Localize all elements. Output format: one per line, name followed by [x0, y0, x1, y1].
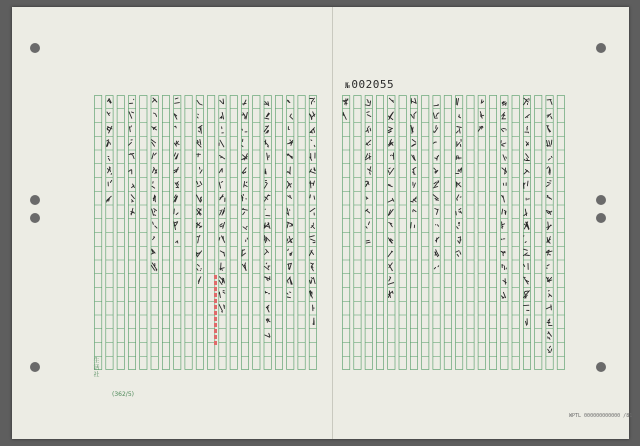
handwritten-glyph: [311, 263, 314, 271]
handwritten-glyph: [220, 251, 224, 256]
binder-hole: [596, 195, 606, 205]
handwritten-glyph: [242, 263, 246, 270]
handwritten-glyph: [246, 238, 248, 242]
handwritten-glyph: [266, 305, 269, 312]
handwritten-glyph: [434, 168, 438, 173]
handwritten-glyph: [456, 127, 461, 134]
handwritten-glyph: [129, 126, 131, 132]
handwritten-glyph: [242, 194, 247, 201]
handwritten-glyph: [220, 263, 224, 270]
handwritten-glyph: [546, 250, 552, 255]
handwritten-glyph: [456, 168, 462, 174]
handwritten-glyph: [503, 155, 506, 161]
handwritten-glyph: [219, 277, 225, 285]
handwritten-glyph: [287, 208, 290, 215]
handwritten-glyph: [197, 114, 198, 118]
handwritten-glyph: [389, 263, 393, 271]
handwritten-glyph: [174, 195, 178, 202]
handwritten-glyph: [546, 305, 551, 310]
left-margin-code: 生活社: [92, 357, 99, 378]
handwritten-glyph: [131, 195, 134, 202]
handwritten-glyph: [265, 277, 271, 281]
handwritten-glyph: [502, 102, 506, 106]
handwritten-glyph: [152, 127, 157, 130]
handwritten-glyph: [388, 139, 393, 146]
handwritten-glyph: [366, 197, 368, 199]
handwritten-glyph: [287, 277, 292, 284]
left-footer-code: (362/5): [112, 391, 134, 398]
handwritten-glyph: [197, 235, 200, 243]
handwritten-glyph: [525, 115, 529, 118]
handwritten-glyph: [501, 128, 506, 131]
handwritten-glyph: [309, 250, 313, 256]
handwritten-glyph: [153, 195, 155, 202]
handwritten-glyph: [222, 127, 224, 133]
handwritten-glyph: [366, 240, 370, 243]
handwritten-glyph: [434, 266, 439, 269]
handwritten-glyph: [311, 223, 315, 228]
handwritten-glyph: [310, 98, 315, 104]
handwritten-glyph: [547, 319, 552, 326]
handwritten-glyph: [264, 236, 270, 243]
handwritten-glyph: [391, 153, 394, 159]
handwritten-glyph: [548, 346, 552, 352]
handwritten-glyph: [368, 167, 372, 175]
binder-hole: [30, 213, 40, 223]
handwritten-glyph: [458, 237, 461, 244]
handwritten-glyph: [524, 222, 529, 230]
handwritten-glyph: [288, 100, 290, 102]
handwritten-glyph: [243, 226, 247, 229]
handwritten-glyph: [219, 236, 225, 243]
handwritten-glyph: [366, 126, 371, 132]
handwritten-glyph: [310, 153, 315, 161]
handwritten-glyph: [547, 167, 550, 175]
handwritten-glyph: [242, 168, 246, 174]
handwritten-glyph: [524, 277, 529, 284]
handwritten-glyph: [501, 292, 505, 298]
handwritten-glyph: [388, 112, 393, 120]
red-pencil-mark: [212, 275, 219, 345]
handwritten-glyph: [310, 291, 313, 298]
handwritten-glyph: [524, 263, 529, 269]
handwritten-glyph: [197, 154, 201, 157]
handwritten-glyph: [411, 126, 413, 134]
handwritten-glyph: [457, 139, 462, 146]
binder-hole: [30, 43, 40, 53]
handwritten-glyph: [175, 182, 178, 188]
handwritten-glyph: [244, 181, 248, 187]
handwritten-glyph: [547, 114, 552, 119]
handwritten-glyph: [265, 195, 271, 201]
binder-hole: [596, 362, 606, 372]
handwritten-glyph: [502, 209, 506, 214]
handwritten-glyph: [310, 168, 316, 174]
handwritten-glyph: [153, 167, 157, 173]
handwritten-glyph: [264, 263, 270, 270]
right-page-handwriting: [342, 95, 568, 370]
handwritten-glyph: [288, 127, 289, 130]
handwritten-glyph: [546, 181, 551, 187]
handwritten-glyph: [502, 222, 505, 229]
handwritten-glyph: [524, 236, 527, 243]
handwritten-glyph: [366, 209, 370, 213]
handwritten-glyph: [524, 98, 530, 105]
handwritten-glyph: [151, 140, 155, 147]
handwritten-glyph: [310, 208, 315, 215]
handwritten-glyph: [107, 196, 112, 202]
handwritten-glyph: [196, 195, 201, 202]
handwritten-glyph: [174, 222, 178, 230]
archive-stamp: WPTL 000000000000 /81: [569, 413, 633, 419]
handwritten-glyph: [365, 100, 370, 106]
handwritten-glyph: [107, 126, 112, 133]
handwritten-glyph: [197, 181, 202, 186]
handwritten-glyph: [411, 98, 416, 103]
handwritten-glyph: [287, 236, 292, 243]
handwritten-glyph: [219, 182, 223, 189]
handwritten-glyph: [412, 140, 416, 147]
handwritten-glyph: [502, 195, 505, 202]
handwritten-glyph: [154, 113, 157, 116]
handwritten-glyph: [267, 153, 269, 160]
handwritten-glyph: [547, 196, 552, 200]
handwritten-glyph: [219, 169, 222, 173]
handwritten-glyph: [108, 180, 112, 186]
handwritten-glyph: [310, 128, 315, 133]
handwritten-glyph: [265, 333, 270, 337]
handwritten-glyph: [389, 98, 393, 102]
handwritten-glyph: [220, 112, 224, 119]
handwritten-glyph: [433, 142, 436, 143]
handwritten-glyph: [129, 170, 132, 174]
handwritten-glyph: [436, 224, 439, 226]
handwritten-glyph: [388, 238, 393, 243]
handwritten-glyph: [435, 209, 438, 215]
handwritten-glyph: [265, 249, 269, 254]
handwritten-glyph: [310, 277, 315, 283]
handwritten-glyph: [388, 251, 393, 257]
handwritten-glyph: [265, 169, 266, 174]
handwritten-glyph: [525, 126, 529, 132]
handwritten-glyph: [287, 181, 292, 188]
handwritten-glyph: [152, 98, 157, 102]
handwritten-glyph: [266, 319, 270, 323]
handwritten-glyph: [547, 140, 552, 146]
handwritten-glyph: [548, 291, 551, 297]
handwritten-glyph: [242, 154, 248, 160]
handwritten-glyph: [288, 140, 293, 146]
handwritten-glyph: [129, 154, 134, 159]
handwritten-glyph: [220, 99, 224, 104]
handwritten-glyph: [548, 156, 552, 160]
handwritten-glyph: [388, 168, 394, 175]
handwritten-glyph: [365, 153, 371, 160]
handwritten-glyph: [502, 113, 506, 119]
handwritten-glyph: [288, 249, 292, 255]
handwritten-glyph: [264, 102, 269, 106]
handwritten-glyph: [503, 279, 506, 285]
handwritten-glyph: [313, 305, 315, 311]
handwritten-glyph: [242, 112, 247, 119]
handwritten-glyph: [219, 304, 225, 312]
handwritten-glyph: [310, 195, 315, 200]
handwritten-glyph: [107, 112, 110, 116]
handwritten-glyph: [287, 222, 293, 228]
handwritten-glyph: [220, 195, 225, 202]
handwritten-glyph: [546, 210, 552, 214]
handwritten-glyph: [264, 126, 268, 134]
binder-hole: [30, 362, 40, 372]
handwritten-glyph: [524, 249, 530, 255]
handwritten-glyph: [242, 208, 247, 214]
handwritten-glyph: [197, 140, 201, 148]
handwritten-glyph: [310, 112, 316, 120]
handwritten-glyph: [310, 236, 316, 243]
handwritten-glyph: [456, 251, 461, 257]
handwritten-glyph: [366, 140, 371, 145]
binder-hole: [596, 213, 606, 223]
handwritten-glyph: [456, 156, 461, 160]
handwritten-glyph: [436, 237, 440, 242]
manuscript-serial-number: [345, 78, 394, 91]
handwritten-glyph: [547, 100, 552, 105]
handwritten-glyph: [434, 104, 439, 106]
handwritten-glyph: [309, 181, 314, 188]
handwritten-glyph: [152, 153, 156, 159]
handwritten-glyph: [524, 209, 527, 216]
handwritten-glyph: [413, 182, 416, 187]
handwritten-glyph: [264, 180, 267, 188]
handwritten-glyph: [288, 195, 292, 198]
handwritten-glyph: [152, 209, 157, 216]
handwritten-glyph: [198, 277, 201, 284]
handwritten-glyph: [433, 195, 438, 201]
handwritten-glyph: [501, 251, 505, 255]
handwritten-glyph: [129, 140, 133, 145]
handwritten-glyph: [478, 126, 483, 131]
handwritten-glyph: [152, 182, 155, 189]
handwritten-glyph: [108, 156, 110, 160]
binder-hole: [30, 195, 40, 205]
handwritten-glyph: [502, 168, 507, 174]
handwritten-glyph: [388, 277, 394, 285]
handwritten-glyph: [524, 305, 529, 310]
handwritten-glyph: [526, 142, 529, 146]
handwritten-glyph: [411, 112, 416, 119]
handwritten-glyph: [388, 291, 393, 298]
handwritten-glyph: [106, 140, 110, 147]
handwritten-glyph: [132, 184, 135, 188]
handwritten-glyph: [107, 99, 111, 104]
handwritten-glyph: [129, 112, 134, 119]
handwritten-glyph: [502, 265, 506, 270]
handwritten-glyph: [365, 181, 369, 186]
handwritten-glyph: [174, 209, 178, 215]
handwritten-glyph: [366, 222, 370, 228]
handwritten-glyph: [411, 222, 415, 228]
handwritten-glyph: [501, 239, 505, 240]
handwritten-glyph: [311, 140, 315, 147]
handwritten-glyph: [219, 291, 225, 298]
handwritten-glyph: [524, 170, 529, 174]
handwritten-glyph: [367, 112, 371, 117]
handwritten-glyph: [108, 167, 112, 175]
handwritten-glyph: [546, 265, 549, 269]
handwritten-glyph: [524, 291, 530, 299]
handwritten-glyph: [503, 183, 506, 186]
handwritten-glyph: [265, 209, 270, 216]
handwritten-glyph: [411, 197, 417, 202]
handwritten-glyph: [548, 332, 552, 340]
handwritten-glyph: [290, 114, 293, 119]
handwritten-glyph: [130, 99, 134, 103]
handwritten-glyph: [456, 98, 458, 105]
binder-hole: [596, 43, 606, 53]
handwritten-glyph: [388, 198, 394, 202]
handwritten-glyph: [264, 223, 270, 229]
serial-prefix: №: [345, 81, 351, 90]
handwritten-glyph: [153, 237, 155, 240]
handwritten-glyph: [456, 209, 462, 215]
handwritten-glyph: [547, 126, 551, 132]
handwritten-glyph: [433, 113, 439, 118]
handwritten-glyph: [524, 181, 529, 188]
handwritten-glyph: [546, 277, 551, 282]
handwritten-glyph: [198, 125, 202, 133]
handwritten-glyph: [131, 208, 135, 215]
handwritten-glyph: [197, 101, 202, 106]
handwritten-glyph: [433, 181, 439, 188]
handwritten-glyph: [220, 208, 225, 215]
handwritten-glyph: [242, 250, 246, 257]
handwritten-glyph: [197, 264, 201, 270]
handwritten-glyph: [242, 129, 247, 132]
handwritten-glyph: [457, 195, 462, 201]
handwritten-glyph: [434, 125, 438, 132]
page-fold: [332, 7, 333, 439]
handwritten-glyph: [265, 140, 269, 147]
handwritten-glyph: [388, 127, 392, 133]
handwritten-glyph: [265, 113, 270, 119]
handwritten-glyph: [481, 100, 483, 104]
handwritten-glyph: [343, 99, 348, 105]
handwritten-glyph: [197, 251, 202, 257]
handwritten-glyph: [174, 167, 178, 173]
handwritten-glyph: [547, 237, 551, 244]
handwritten-glyph: [413, 210, 416, 212]
handwritten-glyph: [457, 223, 460, 229]
handwritten-glyph: [220, 155, 225, 159]
handwritten-glyph: [153, 222, 157, 228]
handwritten-glyph: [287, 292, 291, 298]
handwritten-glyph: [175, 98, 180, 103]
handwritten-glyph: [197, 208, 201, 215]
handwritten-glyph: [220, 222, 225, 228]
handwritten-glyph: [174, 153, 178, 159]
handwritten-glyph: [526, 319, 528, 326]
handwritten-glyph: [501, 141, 506, 147]
left-page-handwriting: [94, 95, 320, 370]
handwritten-glyph: [343, 112, 346, 119]
handwritten-glyph: [524, 154, 529, 161]
handwritten-glyph: [547, 222, 552, 230]
handwritten-glyph: [287, 167, 290, 174]
handwritten-glyph: [412, 155, 416, 160]
handwritten-glyph: [242, 139, 243, 147]
handwritten-glyph: [265, 291, 269, 293]
handwritten-glyph: [435, 250, 439, 257]
handwritten-glyph: [413, 168, 416, 175]
handwritten-glyph: [151, 249, 155, 254]
handwritten-glyph: [199, 167, 202, 173]
handwritten-glyph: [219, 140, 224, 147]
handwritten-glyph: [243, 100, 247, 105]
handwritten-glyph: [480, 112, 483, 119]
handwritten-glyph: [526, 198, 529, 200]
handwritten-glyph: [175, 126, 177, 128]
handwritten-glyph: [174, 141, 179, 146]
manuscript-sheet: [12, 7, 633, 439]
handwritten-glyph: [151, 263, 157, 271]
handwritten-glyph: [174, 114, 177, 120]
handwritten-glyph: [389, 209, 394, 215]
handwritten-glyph: [435, 155, 439, 160]
handwritten-glyph: [288, 263, 292, 269]
handwritten-glyph: [389, 223, 393, 227]
handwritten-glyph: [287, 154, 293, 159]
handwritten-glyph: [388, 185, 392, 187]
handwritten-glyph: [176, 241, 178, 243]
handwritten-glyph: [313, 318, 314, 324]
handwritten-glyph: [459, 115, 461, 118]
handwritten-glyph: [196, 223, 201, 228]
handwritten-glyph: [456, 182, 461, 187]
serial-digits: 002055: [351, 78, 395, 91]
